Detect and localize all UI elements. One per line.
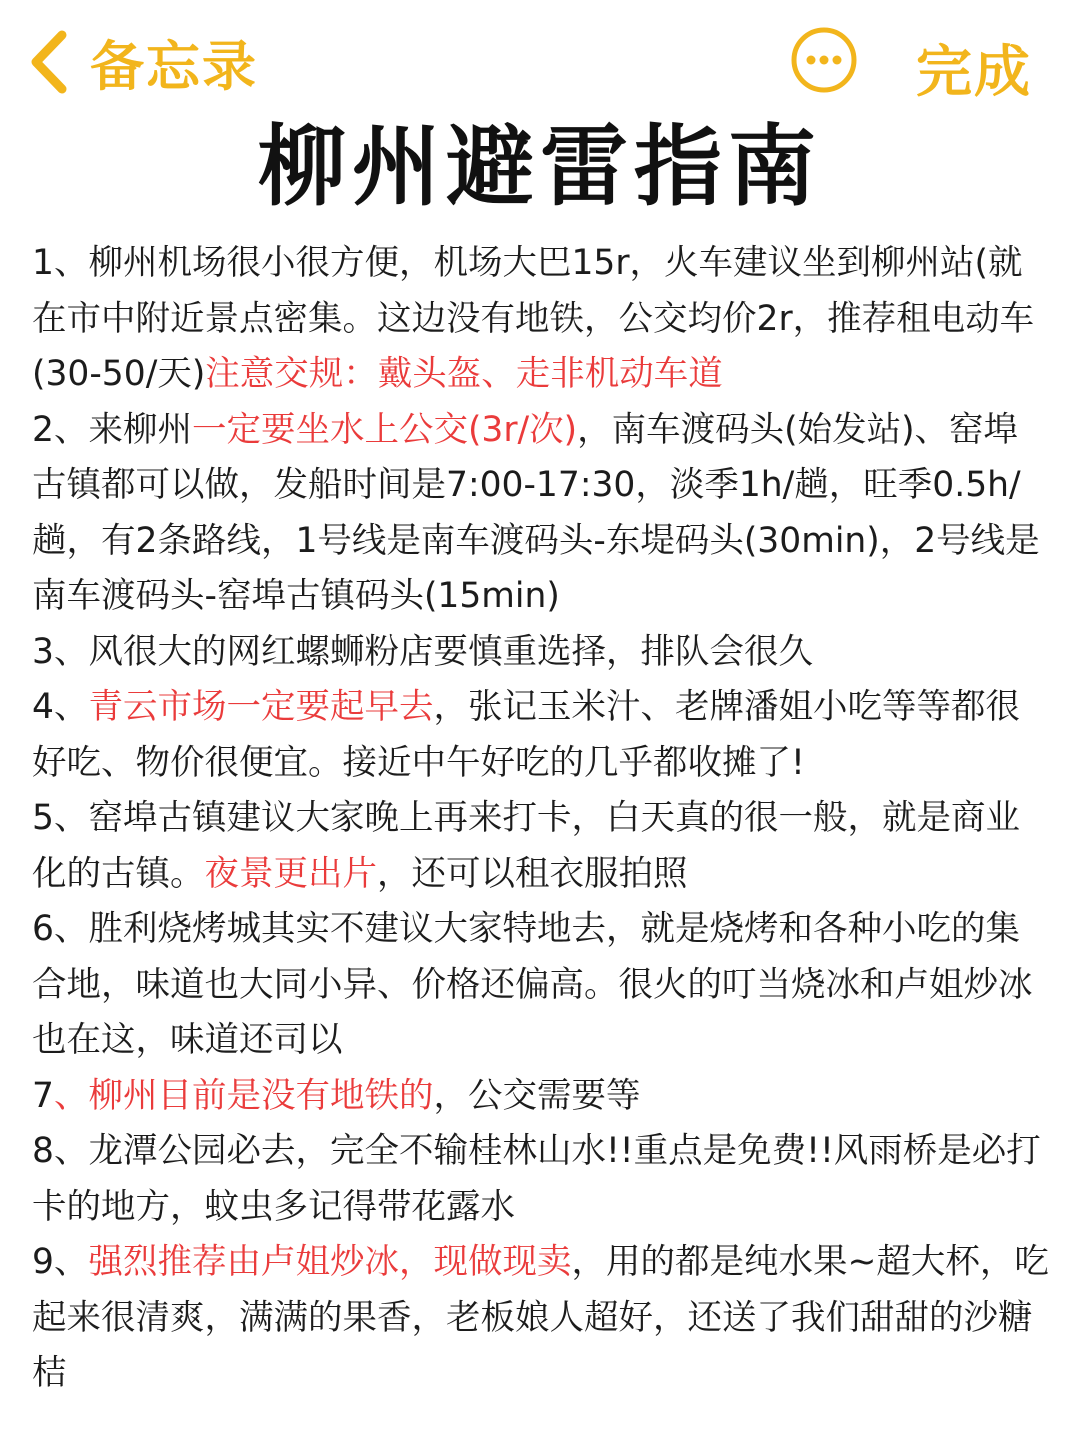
body-text: ，南车渡码头(始发站)、窑埠古镇都可以做，发船时间是7:00-17:30，淡季1h/趟，旺季0.5h/趟，有2条路线，1号线是南车渡码头-东堤码头(30min)，2号线是南车渡码头-窑埠古镇码头(15min) xyxy=(32,409,1040,616)
highlight-text: 、柳州目前是没有地铁的 xyxy=(53,1075,434,1116)
body-text: ，还可以租衣服拍照 xyxy=(377,853,688,894)
body-text: ，张记玉米汁、老牌潘姐小吃等等都很好吃、物价很便宜。接近中午好吃的几乎都收摊了! xyxy=(32,687,1020,783)
done-button[interactable]: 完成 xyxy=(916,40,1032,105)
ellipsis-circle-icon xyxy=(790,26,858,94)
highlight-text: 注意交规：戴头盔、走非机动车道 xyxy=(205,354,723,394)
chevron-left-icon xyxy=(28,29,70,95)
body-text: 8、龙潭公园必去，完全不输桂林山水!!重点是免费!!风雨桥是必打卡的地方，蚊虫多记得带花露水 xyxy=(32,1131,1041,1227)
body-text: 1、柳州机场很小很方便，机场大巴15r，火车建议坐到柳州站(就在市中附近景点密集。这边没有地铁，公交均价2r，推荐租电动车(30-50/天) xyxy=(32,243,1035,394)
note-item-6 xyxy=(32,902,1052,1069)
back-button[interactable] xyxy=(28,24,258,100)
highlight-text: 强烈推荐由卢姐炒冰，现做现卖 xyxy=(88,1242,572,1282)
body-text: 6、胜利烧烤城其实不建议大家特地去，就是烧烤和各种小吃的集合地，味道也大同小异、价格还偏高。很火的叮当烧冰和卢姐炒冰也在这，味道还司以 xyxy=(32,909,1033,1060)
body-text: 3、风很大的网红螺蛳粉店要慎重选择，排队会很久 xyxy=(32,631,813,672)
body-text: ，用的都是纯水果~超大杯，吃起来很清爽，满满的果香，老板娘人超好，还送了我们甜甜的沙糖桔 xyxy=(32,1242,1049,1393)
note-item-9 xyxy=(32,1235,1052,1402)
note-body[interactable] xyxy=(32,236,1052,1402)
note-item-4 xyxy=(32,680,1052,791)
body-text: 7 xyxy=(32,1075,54,1116)
note-item-8 xyxy=(32,1124,1052,1235)
highlight-text: 青云市场一定要起早去 xyxy=(88,687,434,727)
note-item-1 xyxy=(32,236,1052,403)
note-item-3 xyxy=(32,625,1052,681)
highlight-text: 夜景更出片 xyxy=(204,853,377,894)
back-label: 备忘录 xyxy=(90,34,258,98)
body-text: ，公交需要等 xyxy=(433,1075,641,1116)
note-item-7 xyxy=(32,1069,1052,1125)
note-item-5 xyxy=(32,791,1052,902)
body-text: 9、 xyxy=(32,1242,89,1282)
more-button[interactable] xyxy=(790,26,858,94)
body-text: 5、窑埠古镇建议大家晚上再来打卡，白天真的很一般，就是商业化的古镇。 xyxy=(32,798,1020,894)
highlight-text: 一定要坐水上公交(3r/次) xyxy=(191,409,578,450)
nav-bar xyxy=(0,0,1080,118)
body-text: 2、来柳州 xyxy=(32,409,192,450)
note-title: 柳州避雷指南 xyxy=(257,115,822,218)
note-item-2 xyxy=(32,403,1052,625)
body-text: 4、 xyxy=(32,687,89,727)
